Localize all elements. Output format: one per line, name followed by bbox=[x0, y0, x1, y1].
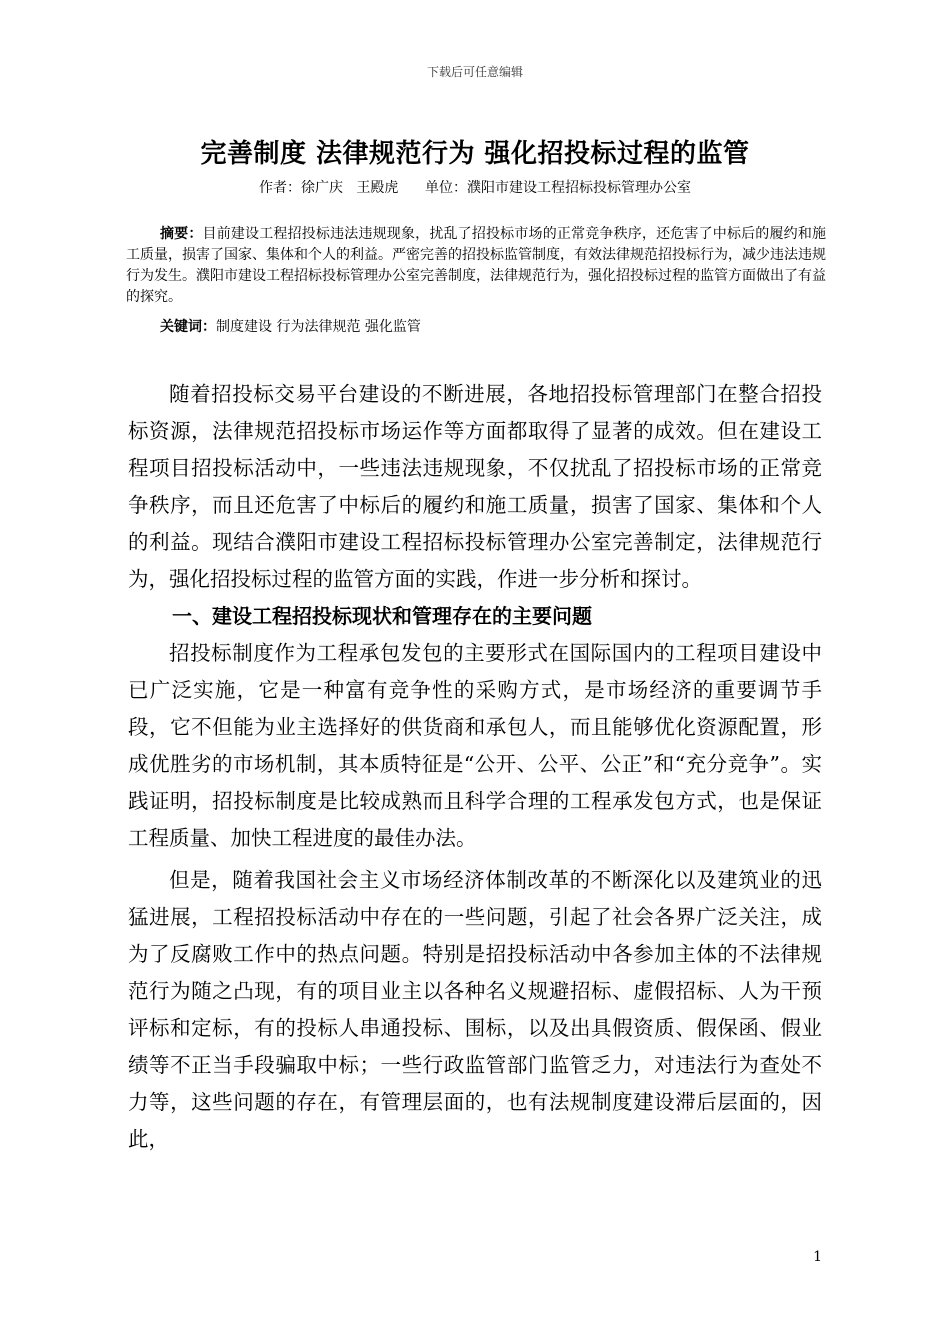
body-text bbox=[128, 376, 822, 1158]
author-byline: 作者：徐广庆 王殿虎 单位：濮阳市建设工程招标投标管理办公室 bbox=[258, 180, 692, 196]
keywords-label: 关键词： bbox=[160, 319, 216, 335]
keywords bbox=[160, 317, 826, 338]
keywords-text: 制度建设 行为法律规范 强化监管 bbox=[216, 319, 421, 335]
abstract bbox=[126, 224, 826, 308]
body-paragraph-1: 招投标制度作为工程承包发包的主要形式在国际国内的工程项目建设中已广泛实施，它是一种富有竞争性的采购方式，是市场经济的重要调节手段，它不但能为业主选择好的供货商和承包人，而且能够优化资源配置，形成优胜劣的市场机制，其本质特征是“公开、公平、公正”和“充分竞争”。实践证明，招投标制度是比较成熟而且科学合理的工程承发包方式，也是保证工程质量、加快工程进度的最佳办法。 bbox=[128, 641, 822, 850]
section-heading: 一、建设工程招投标现状和管理存在的主要问题 bbox=[172, 604, 592, 628]
intro-paragraph: 随着招投标交易平台建设的不断进展，各地招投标管理部门在整合招投标资源，法律规范招投标市场运作等方面都取得了显著的成效。但在建设工程项目招投标活动中，一些违法违规现象，不仅扰乱了招投标市场的正常竞争秩序，而且还危害了中标后的履约和施工质量，损害了国家、集体和个人的利益。现结合濮阳市建设工程招标投标管理办公室完善制定，法律规范行为，强化招投标过程的监管方面的实践，作进一步分析和探讨。 bbox=[128, 382, 822, 591]
abstract-text: 目前建设工程招投标违法违规现象，扰乱了招投标市场的正常竞争秩序，还危害了中标后的履约和施工质量，损害了国家、集体和个人的利益。严密完善的招投标监管制度，有效法律规范招投标行为，减少违法违规行为发生。濮阳市建设工程招标投标管理办公室完善制度，法律规范行为，强化招投标过程的监管方面做出了有益的探究。 bbox=[126, 226, 827, 305]
document-title: 完善制度 法律规范行为 强化招投标过程的监管 bbox=[200, 139, 750, 169]
header-note: 下载后可任意编辑 bbox=[426, 65, 523, 79]
body-paragraph-2: 但是，随着我国社会主义市场经济体制改革的不断深化以及建筑业的迅猛进展，工程招投标活动中存在的一些问题，引起了社会各界广泛关注，成为了反腐败工作中的热点问题。特别是招投标活动中各参加主体的不法律规范行为随之凸现，有的项目业主以各种名义规避招标、虚假招标、人为干预评标和定标，有的投标人串通投标、围标，以及出具假资质、假保函、假业绩等不正当手段骗取中标；一些行政监管部门监管乏力，对违法行为查处不力等，这些问题的存在，有管理层面的，也有法规制度建设滞后层面的，因此， bbox=[128, 868, 822, 1151]
page-number: 1 bbox=[813, 1249, 822, 1265]
abstract-label: 摘要： bbox=[160, 226, 203, 242]
